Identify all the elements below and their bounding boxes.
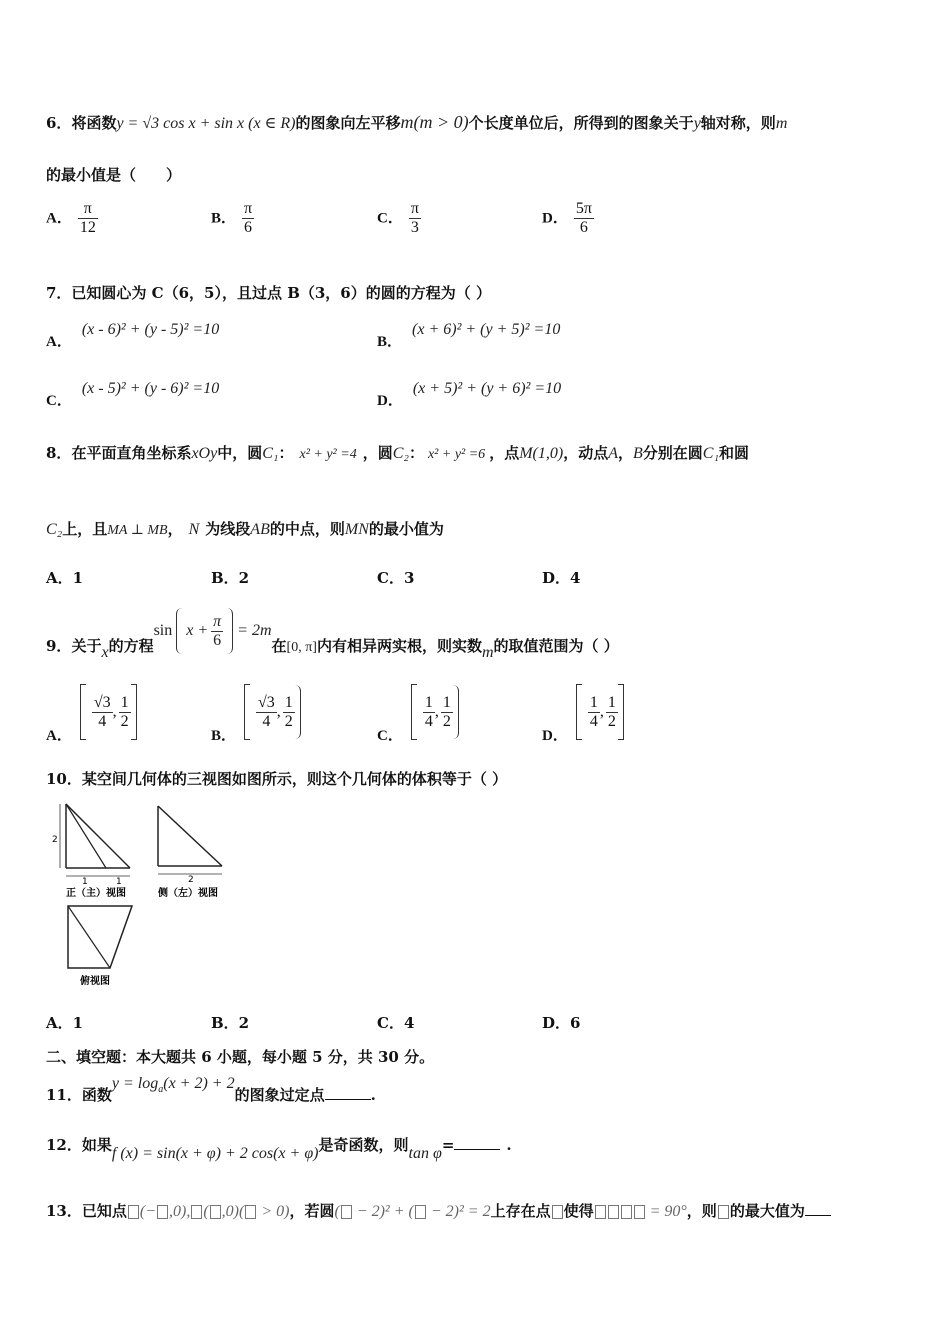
option-label: C．: [377, 728, 403, 744]
q11-math: (x + 2) + 2: [163, 1075, 235, 1092]
q6-line2: 的最小值是（ ）: [46, 166, 182, 184]
q8-math: M(1,0): [519, 445, 564, 462]
q8-math: A: [608, 445, 618, 462]
numerator: 1: [589, 693, 598, 711]
q8-text: 上，且: [62, 520, 108, 538]
numerator: 1: [120, 693, 129, 711]
q11-text: .: [370, 1086, 376, 1104]
denominator: 2: [442, 712, 451, 730]
q6-text2: 的图象向左平移: [295, 114, 401, 132]
numerator: 1: [607, 693, 616, 711]
q11-line: [46, 1072, 376, 1104]
q8-text: ，: [617, 444, 633, 462]
option-label: C．: [46, 393, 72, 409]
bracket: [244, 684, 250, 740]
q8-option-b[interactable]: B．2: [211, 569, 250, 587]
q13-text: 已知点: [81, 1202, 127, 1220]
fraction: [588, 694, 600, 731]
q13-math: (: [334, 1203, 340, 1220]
q13-math: ,0)(: [221, 1203, 245, 1220]
q13-math: − 2)² = 2: [426, 1203, 491, 1220]
missing-glyph-icon: [595, 1205, 606, 1219]
q9-math: x +: [186, 622, 209, 639]
q13-math: − 2)² + (: [352, 1203, 414, 1220]
q8-math: N: [188, 521, 200, 538]
q9-text: 的方程: [108, 637, 154, 655]
interval: $\frac{1}{4}$ , $\frac{1}{2}$: [576, 684, 624, 740]
q9-text: 关于: [71, 637, 102, 655]
q12-text: 如果: [81, 1136, 112, 1154]
missing-glyph-icon: [157, 1205, 168, 1219]
q9-equation: [154, 608, 272, 654]
paren: [176, 608, 182, 654]
side-view: [158, 806, 222, 874]
q8-text: 的中点，则: [269, 520, 345, 538]
q11-math: y = log: [111, 1075, 159, 1092]
front-height-label: 2: [52, 835, 58, 845]
denominator: 4: [424, 712, 433, 730]
bracket: [576, 684, 582, 740]
denominator: 4: [589, 712, 598, 730]
option-label: B．: [377, 334, 403, 350]
q8-text: ，圆: [362, 444, 393, 462]
q8-math: C₂: [46, 521, 63, 538]
q9-number: 9．: [46, 637, 72, 655]
q13-number: 13．: [46, 1202, 82, 1220]
numerator: π: [244, 200, 253, 217]
missing-glyph-icon: [718, 1205, 729, 1219]
interval: $\frac{√3}{4}$ , $\frac{1}{2}$: [244, 684, 301, 740]
q8-text: 分别在圆: [642, 444, 703, 462]
bracket: [618, 684, 624, 740]
q6-option-c[interactable]: [377, 200, 421, 237]
q12-text: =: [441, 1136, 455, 1154]
denominator: 12: [79, 219, 96, 236]
denominator: 2: [284, 712, 293, 730]
q7-option-d[interactable]: [377, 377, 562, 409]
q6-number: 6．: [46, 114, 72, 132]
q8-text: 的最小值为: [368, 520, 444, 538]
q8-math: MN: [344, 521, 369, 538]
denominator: 4: [98, 712, 107, 730]
denominator: 4: [262, 712, 271, 730]
q9-option-c[interactable]: [377, 684, 459, 745]
q13-text: ，若圆: [289, 1202, 335, 1220]
missing-glyph-icon: [621, 1205, 632, 1219]
fraction: [119, 694, 131, 731]
q8-number: 8．: [46, 444, 72, 462]
q8-text: 中，圆: [217, 444, 263, 462]
q8-option-c[interactable]: C．3: [377, 569, 415, 587]
bracket: [411, 684, 417, 740]
q11-answer-blank[interactable]: [325, 1099, 371, 1100]
paren: [453, 685, 459, 739]
side-view-caption: 侧（左）视图: [158, 888, 218, 899]
denominator: 2: [120, 712, 129, 730]
option-label: A．: [46, 334, 72, 350]
q13-math: > 0): [257, 1203, 290, 1220]
q8-math: x² + y² =6: [427, 447, 486, 462]
q13-text: 的最大值为: [729, 1202, 805, 1220]
q8-math: xOy: [191, 445, 218, 462]
bracket: [80, 684, 86, 740]
q6-option-a[interactable]: [46, 200, 98, 237]
top-view: [68, 906, 132, 968]
paren: [295, 685, 301, 739]
q6-line1: [46, 112, 787, 133]
q6-math-m2: m: [775, 115, 788, 132]
q6-option-d[interactable]: [542, 200, 594, 237]
option-label: A．: [46, 210, 72, 227]
fraction: [283, 694, 295, 731]
q7-option-b[interactable]: [377, 318, 561, 350]
fraction: [423, 694, 435, 731]
option-label: B．: [211, 210, 237, 227]
q8-math: AB: [250, 521, 270, 538]
q13-text: 使得: [563, 1202, 594, 1220]
q10-option-c[interactable]: C．4: [377, 1014, 415, 1032]
fraction: [574, 200, 594, 237]
q8-text: 为线段: [205, 520, 251, 538]
option-label: D．: [542, 728, 568, 744]
q8-text: 和圆: [719, 444, 750, 462]
numerator: 1: [424, 693, 433, 711]
option-math: (x + 6)² + (y + 5)² =10: [412, 321, 561, 338]
numerator: 1: [284, 693, 293, 711]
denominator: 3: [410, 219, 419, 236]
q12-text: 是奇函数，则: [318, 1136, 409, 1154]
q9-math: m: [481, 644, 494, 661]
numerator: π: [213, 612, 222, 630]
q8-option-d[interactable]: D．4: [542, 569, 581, 587]
q12-math: f (x) = sin(x + φ) + 2 cos(x + φ): [111, 1145, 319, 1162]
numerator: π: [410, 200, 419, 217]
q8-text: ，: [167, 520, 183, 538]
fraction: [92, 694, 113, 731]
q9-text: 内有相异两实根，则实数: [316, 637, 482, 655]
q9-math: = 2m: [237, 622, 272, 639]
option-label: B．: [211, 728, 237, 744]
q11-text: 函数: [81, 1086, 112, 1104]
missing-glyph-icon: [210, 1205, 221, 1219]
q8-text: ，点: [489, 444, 520, 462]
q9-line: [46, 608, 619, 661]
q6-math-y: y: [693, 115, 701, 132]
numerator: 1: [442, 693, 451, 711]
missing-glyph-icon: [415, 1205, 426, 1219]
q8-math: MA ⊥ MB: [107, 523, 168, 538]
section-heading: 二、填空题：本大题共 6 小题，每小题 5 分，共 30 分。: [46, 1048, 435, 1066]
front-width-label-2: 1: [116, 877, 122, 887]
q9-option-b[interactable]: [211, 684, 301, 745]
option-label: A．: [46, 728, 72, 744]
q6-text3: 个长度单位后，所得到的图象关于: [468, 114, 694, 132]
q6-math-function: y = √3 cos x + sin x (x ∈ R): [116, 115, 296, 132]
fraction: [606, 694, 618, 731]
q8-math: C₂: [392, 445, 409, 462]
q13-line: [46, 1200, 831, 1221]
q12-math: tan φ: [408, 1145, 442, 1162]
numerator: π: [78, 200, 98, 219]
numerator: √3: [93, 693, 111, 711]
q12-text: .: [506, 1136, 512, 1154]
fraction: [441, 694, 453, 731]
denominator: 6: [579, 219, 588, 236]
q8-line2: [46, 518, 444, 539]
q8-text: ，动点: [563, 444, 609, 462]
option-label: C．: [377, 210, 403, 227]
q9-option-a[interactable]: [46, 684, 137, 745]
interval: $\frac{√3}{4}$ , $\frac{1}{2}$: [80, 684, 137, 740]
q6-text1: 将函数: [71, 114, 117, 132]
front-view: [60, 804, 130, 876]
bracket: [131, 684, 137, 740]
q9-math: x: [101, 644, 109, 661]
q9-math: [0, π]: [286, 640, 317, 655]
denominator: 2: [607, 712, 616, 730]
missing-glyph-icon: [634, 1205, 645, 1219]
q6-option-b[interactable]: [211, 200, 254, 237]
front-view-caption: 正（主）视图: [66, 888, 126, 899]
missing-glyph-icon: [191, 1205, 202, 1219]
option-label: D．: [377, 393, 403, 409]
q13-text: 上存在点: [490, 1202, 551, 1220]
q8-math: C₁: [702, 445, 720, 462]
q9-text: 的取值范围为（ ）: [493, 637, 619, 655]
fraction: [78, 200, 98, 237]
three-view-figure: [46, 798, 236, 998]
q8-text: ：: [408, 444, 424, 462]
q8-option-a[interactable]: A．1: [46, 569, 84, 587]
q10-text: 10．某空间几何体的三视图如图所示，则这个几何体的体积等于（ ）: [46, 770, 508, 788]
q12-answer-blank[interactable]: [454, 1149, 500, 1150]
q8-math: x² + y² =4: [299, 447, 357, 462]
top-view-caption: 俯视图: [80, 976, 110, 987]
numerator: 5π: [575, 200, 592, 217]
q12-line: [46, 1134, 512, 1162]
denominator: 6: [213, 631, 222, 649]
q6-text4: 轴对称，则: [700, 114, 776, 132]
q7-option-a[interactable]: [46, 318, 220, 350]
q7-text: 7．已知圆心为 C（6，5），且过点 B（3，6）的圆的方程为（ ）: [46, 284, 491, 302]
q8-math: C₁: [262, 445, 279, 462]
q13-math: = 90°: [645, 1203, 687, 1220]
q7-option-c[interactable]: [46, 377, 220, 409]
q9-math: sin: [153, 622, 173, 639]
missing-glyph-icon: [128, 1205, 139, 1219]
q10-option-d[interactable]: D．6: [542, 1014, 581, 1032]
fraction: [256, 694, 277, 731]
option-math: (x - 6)² + (y - 5)² =10: [81, 321, 220, 338]
paren: [227, 608, 233, 654]
q11-number: 11．: [46, 1086, 82, 1104]
q11-text: 的图象过定点: [234, 1086, 325, 1104]
q8-text: ：: [278, 444, 294, 462]
q13-math: (: [203, 1203, 209, 1220]
front-width-label-1: 1: [82, 877, 88, 887]
q13-math: (−: [139, 1203, 157, 1220]
missing-glyph-icon: [341, 1205, 352, 1219]
q13-answer-blank[interactable]: [805, 1215, 831, 1216]
q10-option-b[interactable]: B．2: [211, 1014, 250, 1032]
q6-math-m: m(m > 0): [400, 112, 469, 132]
option-label: D．: [542, 210, 568, 227]
interval: $\frac{1}{4}$ , $\frac{1}{2}$: [411, 684, 459, 740]
q9-text: 在: [271, 637, 287, 655]
numerator: √3: [258, 693, 275, 711]
q13-text: ，则: [686, 1202, 717, 1220]
option-math: (x - 5)² + (y - 6)² =10: [81, 380, 220, 397]
q11-math-sub: a: [158, 1084, 164, 1095]
denominator: 6: [244, 219, 253, 236]
q9-option-d[interactable]: [542, 684, 624, 745]
q8-math: B: [633, 445, 643, 462]
q8-line1: [46, 442, 749, 463]
missing-glyph-icon: [608, 1205, 619, 1219]
q13-math: ,0),: [169, 1203, 191, 1220]
fraction: [242, 200, 254, 237]
q12-number: 12．: [46, 1136, 82, 1154]
fraction: [211, 613, 223, 650]
fraction: [409, 200, 421, 237]
missing-glyph-icon: [552, 1205, 563, 1219]
q10-option-a[interactable]: A．1: [46, 1014, 84, 1032]
missing-glyph-icon: [245, 1205, 256, 1219]
option-math: (x + 5)² + (y + 6)² =10: [412, 380, 562, 397]
q8-text: 在平面直角坐标系: [71, 444, 192, 462]
side-width-label: 2: [188, 875, 194, 885]
